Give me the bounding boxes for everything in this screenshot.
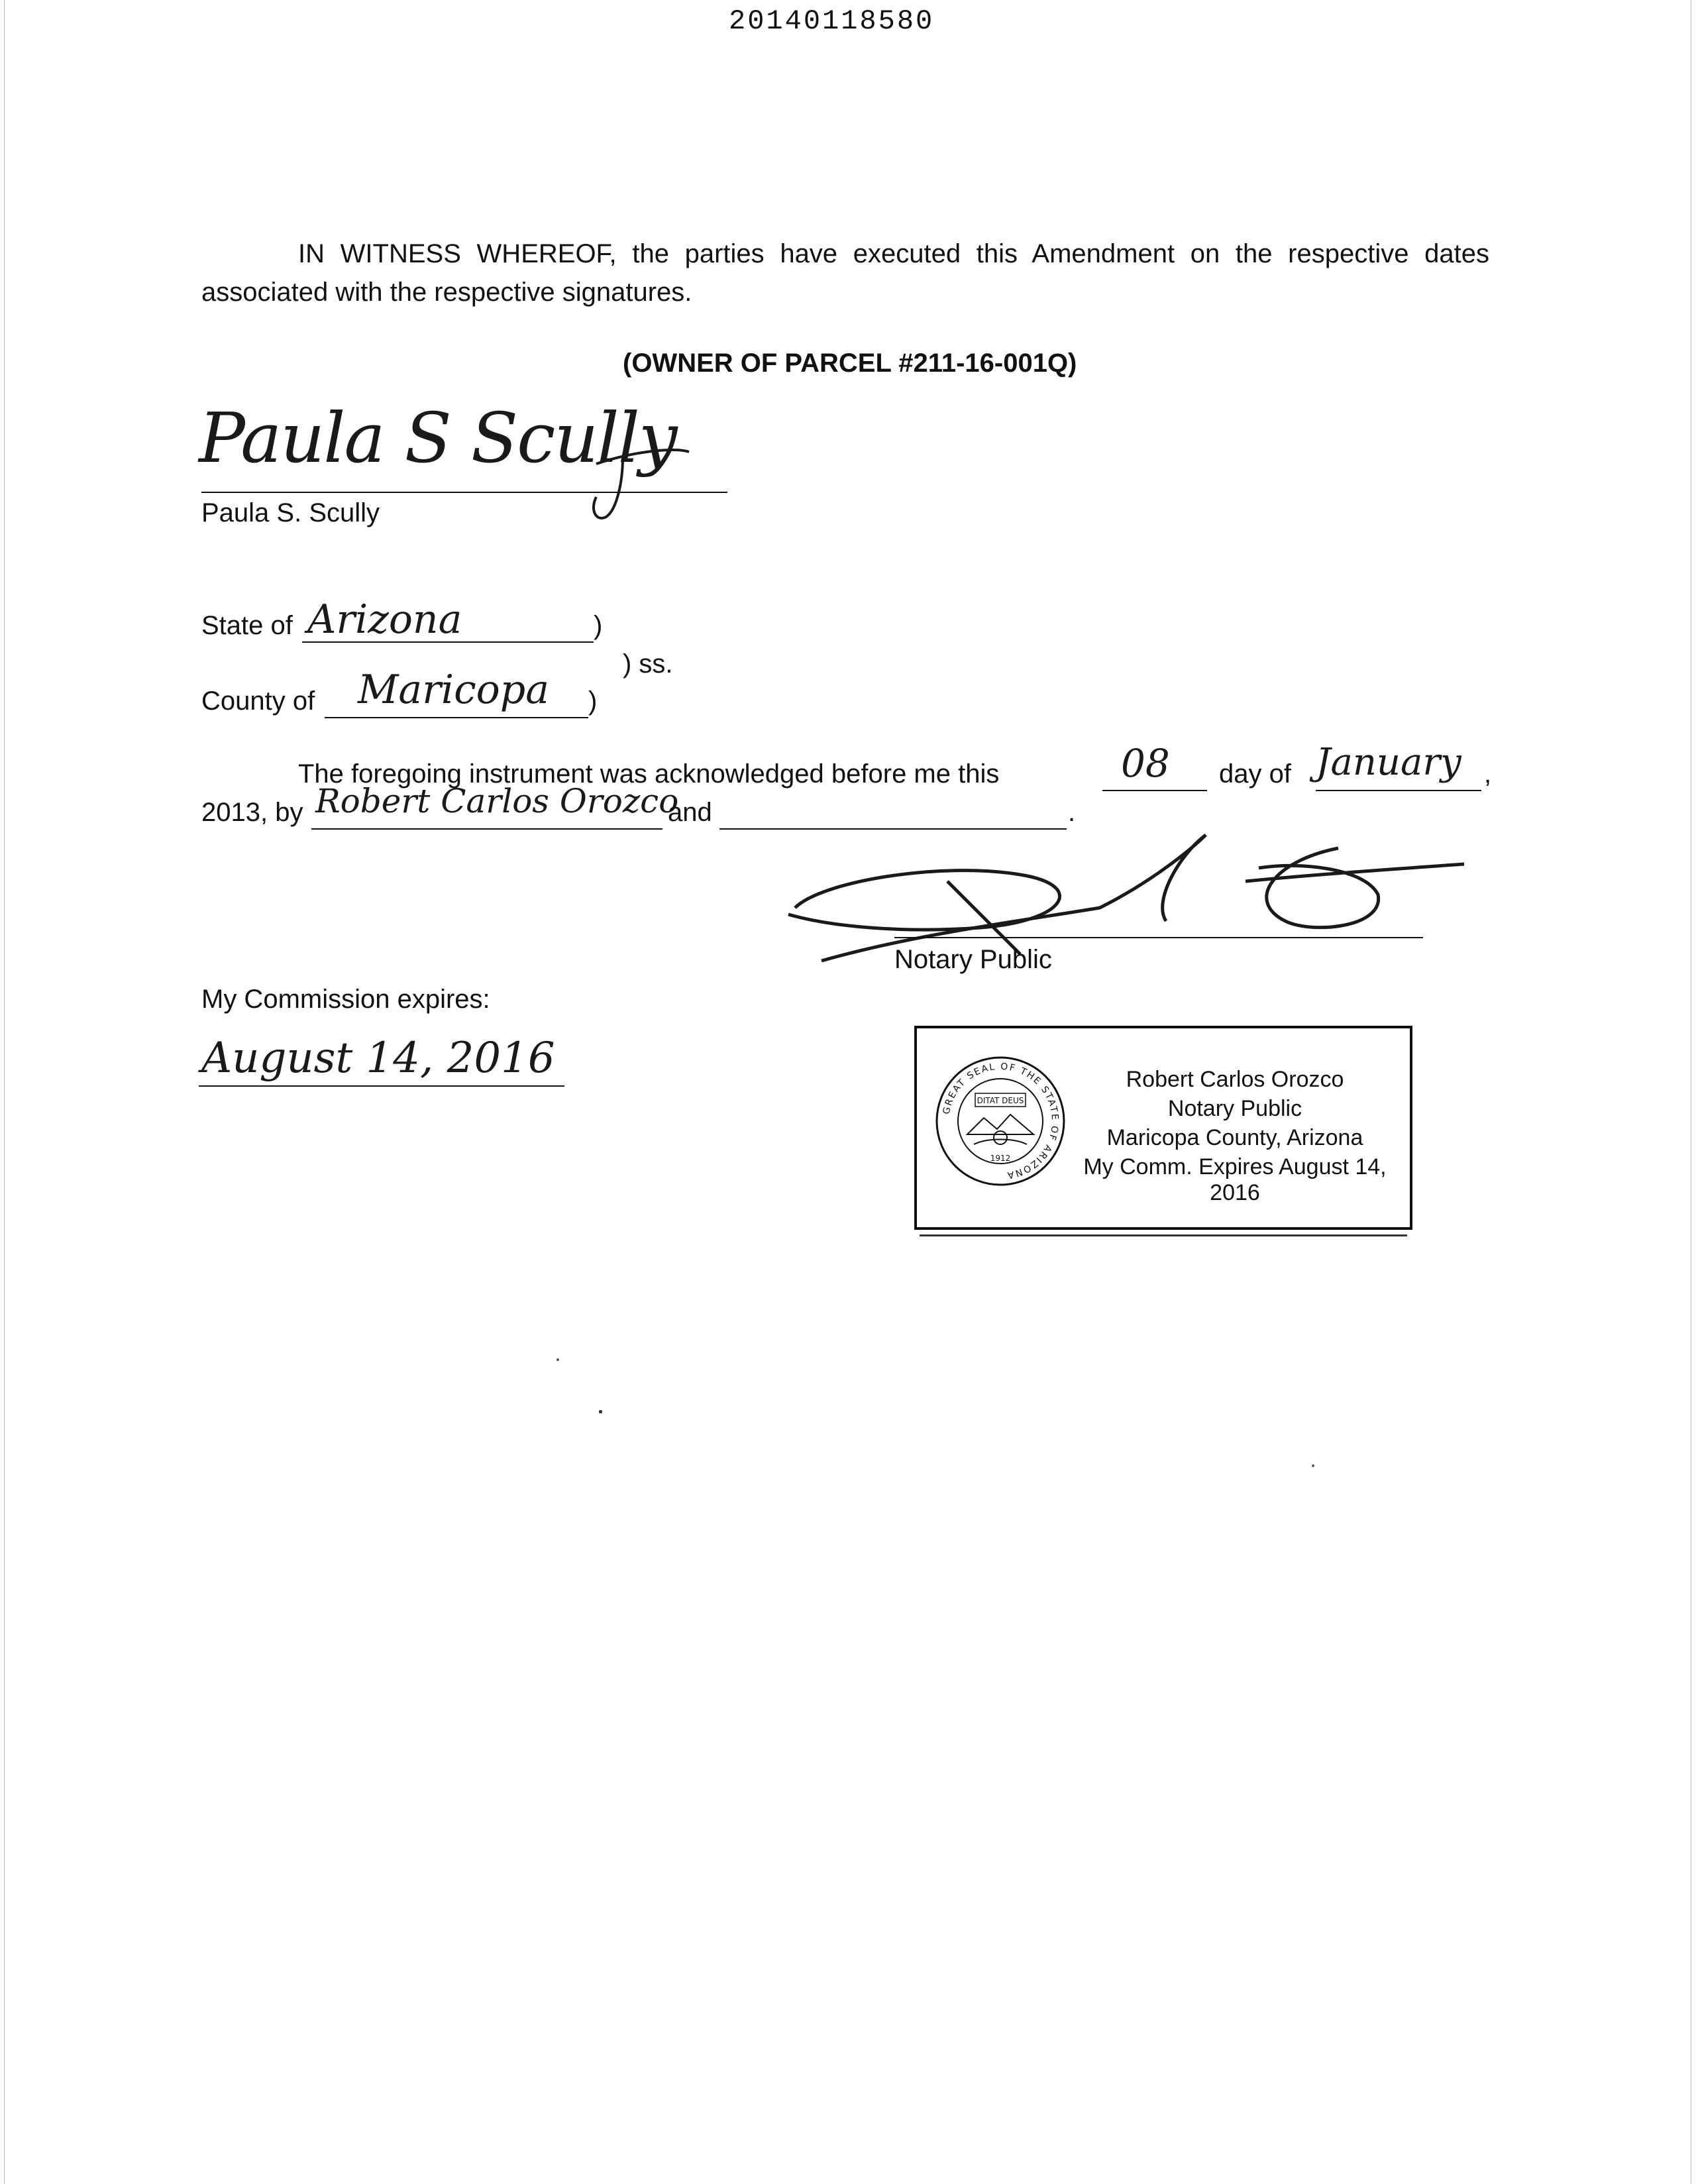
stamp-line-name: Robert Carlos Orozco <box>1126 1067 1344 1092</box>
ack-month-value: January <box>1316 741 1461 784</box>
ack-month-line <box>1316 790 1481 791</box>
notary-stamp <box>914 1026 1412 1230</box>
commission-label: My Commission expires: <box>201 985 490 1014</box>
ack-day-line <box>1102 790 1207 791</box>
seal-motto: DITAT DEUS <box>977 1096 1024 1105</box>
ack-year-by-label: 2013, by <box>201 798 303 827</box>
stamp-bottom-edge <box>920 1234 1407 1236</box>
commission-value: August 14, 2016 <box>201 1034 555 1083</box>
owner-printed-name: Paula S. Scully <box>201 498 380 527</box>
county-label: County of <box>201 686 315 716</box>
county-line <box>325 717 588 718</box>
scan-speck <box>556 1358 559 1361</box>
seal-text: GREAT SEAL OF THE STATE OF ARIZONA <box>941 1061 1061 1181</box>
stamp-line-county: Maricopa County, Arizona <box>1106 1125 1363 1150</box>
ack-by-value: Robert Carlos Orozco <box>315 782 679 820</box>
arizona-seal-icon <box>934 1055 1067 1187</box>
stamp-line-title: Notary Public <box>1167 1096 1302 1121</box>
scan-speck <box>1312 1464 1314 1467</box>
state-paren: ) <box>594 611 603 640</box>
notary-signature <box>782 822 1471 981</box>
owner-heading: (OWNER OF PARCEL #211-16-001Q) <box>623 349 1077 378</box>
witness-paragraph <box>201 235 1489 311</box>
county-paren: ) <box>588 686 598 716</box>
notary-public-label: Notary Public <box>894 945 1052 974</box>
scan-speck <box>599 1410 602 1413</box>
ack-day-of-label: day of <box>1219 759 1291 789</box>
document-number: 20140118580 <box>729 5 935 37</box>
scan-edge-left <box>4 0 5 2184</box>
ack-text: The foregoing instrument was acknowledged before me this <box>298 759 1000 789</box>
notary-signature-line <box>894 937 1423 938</box>
stamp-line-expiry: My Comm. Expires August 14, 2016 <box>1083 1154 1387 1205</box>
ack-day-value: 08 <box>1121 741 1170 786</box>
ack-and-label: and <box>668 798 712 827</box>
owner-signature-line <box>201 492 727 493</box>
state-value: Arizona <box>307 596 462 643</box>
seal-year: 1912 <box>990 1154 1011 1163</box>
owner-signature: Paula S Scully <box>199 398 676 478</box>
ack-comma: , <box>1484 759 1492 789</box>
commission-line <box>199 1085 564 1087</box>
ack-period: . <box>1068 798 1076 827</box>
ss-label: ) ss. <box>623 649 673 679</box>
ack-by-line <box>311 828 662 830</box>
witness-paragraph-text: IN WITNESS WHEREOF, the parties have executed this Amendment on the respective dates associated with the respective signatures. <box>201 239 1489 307</box>
county-value: Maricopa <box>358 667 549 713</box>
state-line <box>302 641 594 643</box>
state-label: State of <box>201 611 293 640</box>
